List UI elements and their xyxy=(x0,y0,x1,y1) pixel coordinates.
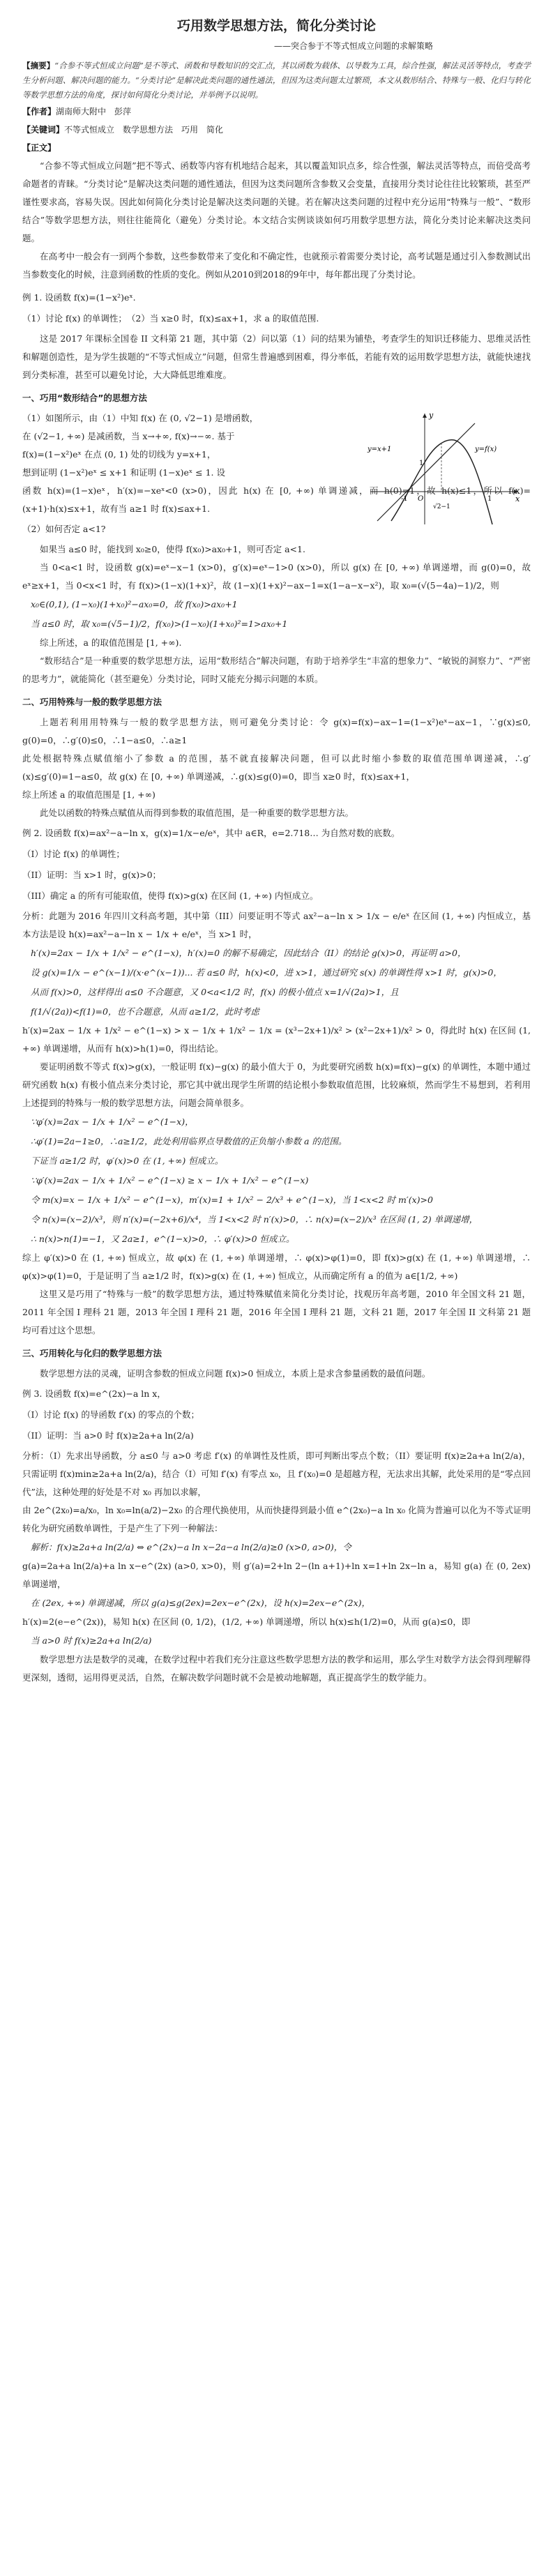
s2-s7: ∴ n(x)>n(1)=−1，又 2a≥1，e^(1−x)>0，∴ φ′(x)>0 恒成立。 xyxy=(31,1234,295,1244)
s1-question-2: （2）如何否定 a<1? xyxy=(22,524,106,534)
s2-s2: ∴φ′(1)=2a−1≥0，∴a≥1/2，此处利用临界点导数值的正负缩小参数 a 的范围。 xyxy=(31,1136,347,1146)
s1-line-3: f(x)=(1−x²)eˣ 在点 (0, 1) 处的切线为 y=x+1， xyxy=(22,449,216,460)
label-tangent: y=x+1 xyxy=(368,446,392,453)
body-label-line xyxy=(22,139,531,157)
example-2-q2: （II）证明：当 x>1 时，g(x)>0； xyxy=(22,870,162,880)
example-3-stem: 例 3. 设函数 f(x)=e^(2x)−a ln x， xyxy=(22,1388,166,1399)
s3-f2: 解析：f(x)≥2a+a ln(2/a) ⇔ e^(2x)−a ln x−2a−a ln(2/a)≥0 (x>0, a>0)，令 xyxy=(31,1542,351,1552)
s2-p3: 综上所述 a 的取值范围是 [1, +∞) xyxy=(22,789,156,800)
s2-p1: 上题若利用用特殊与一般的数学思想方法，则可避免分类讨论：令 g(x)=f(x)−ax−1=(1−x²)eˣ−ax−1，∵g(x)≤0, g(0)=0，∴g′(0)≤0，∴1−a≤0，∴a≥1 xyxy=(22,717,531,745)
s2-p4: 此处以函数的特殊点赋值从而得到参数的取值范围，是一种重要的数学思想方法。 xyxy=(40,808,354,818)
s1-formula-8: x₀∈(0,1), (1−x₀)(1+x₀)²−ax₀=0，故 f(x₀)>ax₀+1 xyxy=(31,599,238,609)
section-2-heading: 二、巧用特殊与一般的数学思想方法 xyxy=(22,697,162,707)
example-1-note: 这是 2017 年课标全国卷 II 文科第 21 题，其中第（2）问以第（1）问的结果为铺垫，考查学生的知识迁移能力、思维灵活性和解题创造性，是为学生拔题的“不等式恒成立”问题，但常生普遍感到困难，得分率低，若能有效的运用数学思想方法，就能快速找到分类标准，甚至可以避免讨论，大大降低思维难度。 xyxy=(22,333,531,380)
s3-f6: 当 a>0 时 f(x)≥2a+a ln(2/a) xyxy=(31,1635,152,1646)
section-1-heading: 一、巧用“数形结合”的思想方法 xyxy=(22,393,147,403)
author-line xyxy=(22,103,531,121)
section-2 xyxy=(22,692,531,1340)
section-1 xyxy=(22,388,531,688)
s1-line-6: 如果当 a≤0 时，能找到 x₀≥0，使得 f(x₀)>ax₀+1，则可否定 a<1. xyxy=(40,544,305,554)
author-label: 【作者】 xyxy=(22,107,56,116)
s2-f2: 设 g(x)=1/x − e^(x−1)/(x·e^(x−1))... 若 a≤0 时，h(x)<0，进 x>1，通过研究 s(x) 的单调性得 x>1 时，g(x)>0， xyxy=(31,967,502,978)
label-curve: y=f(x) xyxy=(475,446,497,453)
tick-y1: 1 xyxy=(419,460,424,467)
s2-s6: 令 n(x)=(x−2)/x³，则 n′(x)=(−2x+6)/x⁴，当 1<x<2 时 n′(x)>0，∴ n(x)=(x−2)/x³ 在区间 (1, 2) 单调递增， xyxy=(31,1214,478,1225)
label-y: y xyxy=(429,411,434,420)
s3-f4: 在 (2ex, +∞) 单调递减，所以 g(a)≤g(2ex)=2ex−e^(2x)，设 h(x)=2ex−e^(2x)， xyxy=(31,1598,371,1608)
intro-paragraph-2: 在高考中一般会有一到两个参数，这些参数带来了变化和不确定性，也就预示着需要分类讨论，高考试题是通过引入参数测试出当参数变化的时候，注意到函数的性质的变化。例如从2010到2018的9年中，每年都出现了分类讨论。 xyxy=(22,251,531,280)
s2-analysis: 分析：此题为 2016 年四川文科高考题，其中第（III）问要证明不等式 ax²−a−ln x > 1/x − e/eˣ 在区间 (1, +∞) 内恒成立，基本方法是设 h(x)=ax²−a−ln x − 1/x + e/eˣ，当 x>1 时， xyxy=(22,911,531,939)
tick-neg1: -1 xyxy=(401,495,408,503)
s1-line-2: 在 (√2−1, +∞) 是减函数，当 x→+∞, f(x)→−∞. 基于 xyxy=(22,431,235,441)
s3-f1: 由 2e^(2x₀)=a/x₀，ln x₀=ln(a/2)−2x₀ 的合理代换使用，从而快捷得到最小值 e^(2x₀)−a ln x₀ 化简为普遍可以化为不等式证明转化为研究函数单调性，于是产生了下列一种解法： xyxy=(22,1505,531,1533)
s2-f5: h′(x)=2ax − 1/x + 1/x² − e^(1−x) > x − 1/x + 1/x² − 1/x = (x³−2x+1)/x² > (x²−2x+1)/x² > 0，得此时 h(x) 在区间 (1, +∞) 单调递增，从而有 h(x)>h(1)=0，得出结论。 xyxy=(22,1025,531,1054)
s2-f4: f(1/√(2a))<f(1)=0，也不合题意，从而 a≥1/2，此时考虑 xyxy=(31,1006,259,1017)
label-x: x xyxy=(515,494,520,503)
abstract-label: 【摘要】 xyxy=(22,61,55,70)
s2-f1: h′(x)=2ax − 1/x + 1/x² − e^(1−x)，h′(x)=0 的解不易确定，因此结合（II）的结论 g(x)>0，再证明 a>0， xyxy=(31,948,467,958)
keywords-label: 【关键词】 xyxy=(22,125,65,135)
example-3-q1: （I）讨论 f(x) 的导函数 f′(x) 的零点的个数； xyxy=(22,1409,200,1420)
s1-line-10: 综上所述，a 的取值范围是 [1, +∞). xyxy=(40,637,182,648)
example-1 xyxy=(22,288,531,384)
s2-p2: 此处根据特殊点赋值缩小了参数 a 的范围，基不就直接解决问题，但可以此时缩小参数的取值范围单调递减，∴g′(x)≤g′(0)=1−a≤0，故 g(x) 在 [0, +∞) 单调递减，∴g(x)≤g(0)=0，即当 x≥0 时，f(x)≤ax+1， xyxy=(22,753,531,782)
example-2-q1: （I）讨论 f(x) 的单调性； xyxy=(22,849,125,859)
s2-s4: ∵φ′(x)=2ax − 1/x + 1/x² − e^(1−x) ≥ x − 1/x + 1/x² − e^(1−x) xyxy=(31,1175,309,1185)
s3-f3: g(a)=2a+a ln(2/a)+a ln x−e^(2x) (a>0, x>0)，则 g′(a)=2+ln 2−(ln a+1)+ln x=1+ln 2x−ln a，易知 g(a) 在 (0, 2ex) 单调递增， xyxy=(22,1561,531,1589)
s3-p2: 数学思想方法是数学的灵魂，在数学过程中若我们充分注意这些数学思想方法的教学和运用，那么学生对数学方法会得到理解得更深刻，透彻，运用得更灵活，自然，在解决数学问题时就不会是被动地解题，真正提高学生的数学能力。 xyxy=(22,1654,531,1683)
example-1-questions: （1）讨论 f(x) 的单调性； （2）当 x≥0 时，f(x)≤ax+1，求 a 的取值范围. xyxy=(22,313,319,324)
s2-s3: 下证当 a≥1/2 时，φ′(x)>0 在 (1, +∞) 恒成立。 xyxy=(31,1156,224,1166)
s1-line-11: “数形结合”是一种重要的数学思想方法，运用“数形结合”解决问题，有助于培养学生“丰富的想象力”、“敏锐的洞察力”、“严密的思考力”，就能简化（甚至避免）分类讨论，同时又能充分揭示问题的本质。 xyxy=(22,656,531,684)
abstract-text: “合参不等式恒成立问题”是不等式、函数和导数知识的交汇点，其以函数为载体、以导数为工具，综合性强，解法灵活等特点，考查学生分析问题、解决问题的能力。“分类讨论”是解决此类问题的通性通法，但因为这类问题太过繁琐，本文从数形结合、特殊与一般、化归与转化等数学思想方法的角度，探讨如何简化分类讨论，并举例予以说明。 xyxy=(22,61,531,100)
function-graph xyxy=(363,409,524,528)
tick-sqrt: √2−1 xyxy=(433,503,450,510)
s2-s5: 令 m(x)=x − 1/x + 1/x² − e^(1−x)，m′(x)=1 + 1/x² − 2/x³ + e^(1−x)，当 1<x<2 时 m′(x)>0 xyxy=(31,1195,433,1205)
keywords-text: 不等式恒成立 数学思想方法 巧用 简化 xyxy=(64,125,224,135)
example-1-stem: 例 1. 设函数 f(x)=(1−x²)eˣ. xyxy=(22,292,136,303)
section-3-heading: 三、巧用转化与化归的数学思想方法 xyxy=(22,1348,162,1358)
s2-p5: 要证明函数不等式 f(x)>g(x)，一般证明 f(x)−g(x) 的最小值大于 0，为此要研究函数 h(x)=f(x)−g(x) 的单调性，本题中通过研究函数 h(x) 有极小值点来分类讨论，那它其中就出现学生所谓的结论根小参数取值范围，比较麻烦，然而学生不易想到，若利用上述提到的特殊与一般的数学思想方法，问题会简单很多。 xyxy=(22,1061,531,1108)
page-title: 巧用数学思想方法，简化分类讨论 xyxy=(176,18,376,33)
s1-line-4: 想到证明 (1−x²)eˣ ≤ x+1 和证明 (1−x)eˣ ≤ 1. 设 xyxy=(22,467,225,478)
keywords-line xyxy=(22,121,531,139)
s3-analysis: 分析：（I）先求出导函数，分 a≤0 与 a>0 考虑 f′(x) 的单调性及性质，即可判断出零点个数；（II）要证明 f(x)≥2a+a ln(2/a)，只需证明 f(x)min≥2a+a ln(2/a)，结合（I）可知 f′(x) 有零点 x₀，且 f′(x₀)=0 是超越方程，无法求出其解，此处采用的是“零点回代”法，这种处理的好处是不对 x₀ 再加以求解， xyxy=(22,1450,531,1497)
example-3-q2: （II）证明：当 a>0 时 f(x)≥2a+a ln(2/a) xyxy=(22,1430,194,1441)
s1-line-1: （1）如图所示，由（1）中知 f(x) 在 (0, √2−1) 是增函数， xyxy=(22,413,259,423)
example-2-stem: 例 2. 设函数 f(x)=ax²−a−ln x，g(x)=1/x−e/eˣ，其中 a∈R，e=2.718… 为自然对数的底数。 xyxy=(22,828,400,838)
s3-p1: 数学思想方法的灵魂，证明含参数的恒成立问题 f(x)>0 恒成立，本质上是求含参量函数的最值问题。 xyxy=(40,1368,431,1379)
s1-formula-9: 当 a≤0 时，取 x₀=(√5−1)/2，f(x₀)>(1−x₀)(1+x₀)²=1>ax₀+1 xyxy=(31,619,288,629)
s1-line-5: 函数 h(x)=(1−x)eˣ，h′(x)=−xeˣ<0 (x>0)，因此 h(x) 在 [0, +∞) 单调递减，而 h(0)=1，故 h(x)≤1，所以 f(x)=(x+1)·h(x)≤x+1，故有当 a≥1 时 f(x)≤ax+1. xyxy=(22,485,531,514)
s3-f5: h′(x)=2(e−e^(2x))，易知 h(x) 在区间 (0, 1/2)，(1/2, +∞) 单调递增，所以 h(x)≤h(1/2)=0，从而 g(a)≤0，即 xyxy=(22,1616,471,1627)
s2-s8: 综上 φ′(x)>0 在 (1, +∞) 恒成立，故 φ(x) 在 (1, +∞) 单调递增，∴ φ(x)>φ(1)=0，即 f(x)>g(x) 在 (1, +∞) 单调递增，∴ φ(x)>φ(1)=0，于是证明了当 a≥1/2 时，f(x)>g(x) 在 (1, +∞) 恒成立，从而确定所有 a 的值为 a∈[1/2, +∞) xyxy=(22,1252,531,1281)
label-origin: O xyxy=(418,495,424,503)
tangent-line xyxy=(377,423,475,521)
s1-line-7: 当 0<a<1 时，设函数 g(x)=eˣ−x−1 (x>0)，g′(x)=eˣ−1>0 (x>0)，所以 g(x) 在 [0, +∞) 单调递增，而 g(0)=0，故 eˣ≥x+1，当 0<x<1 时，有 f(x)>(1−x)(1+x)²，故 (1−x)(1+x)²−ax−1=x(1−a−x−x²)，取 x₀=(√(5−4a)−1)/2，则 xyxy=(22,562,531,591)
example-2-q3: （III）确定 a 的所有可能取值，使得 f(x)>g(x) 在区间 (1, +∞) 内恒成立。 xyxy=(22,891,319,901)
abstract xyxy=(22,59,531,103)
s2-f3: 从而 f(x)>0，这样得出 a≤0 不合题意，又 0<a<1/2 时，f(x) 的极小值点 x=1/√(2a)>1，且 xyxy=(31,987,399,997)
section-3 xyxy=(22,1344,531,1687)
intro-paragraph-1: “合参不等式恒成立问题”把不等式、函数等内容有机地结合起来，其以覆盖知识点多，综合性强，解法灵活等特点，而倍受高考命题者的青睐。“分类讨论”是解决这类问题的通性通法，但因为这类问题所含参数又会变量，直接用分类讨论往往比较繁琐，甚至严谨性要求高，容易失误。因此如何简化分类讨论是解决这类问题的关键。若在解决这类问题的过程中充分运用“特殊与一般”、“数形结合”等数学思想方法，则往往能简化（避免）分类讨论。本文结合实例谈谈如何巧用数学思想方法，简化分类讨论来解决这类问题。 xyxy=(22,160,531,243)
s2-p6: 这里又是巧用了“特殊与一般”的数学思想方法，通过特殊赋值来简化分类讨论，找观历年高考题，2010 年全国文科 21 题，2011 年全国 I 理科 21 题，2013 年全国 I 理科 21 题，2016 年全国 I 理科 21 题，文科 21 题，2017 年全国 II 文科第 21 题均可看过这个思想。 xyxy=(22,1289,531,1335)
page-subtitle: ——突合参于不等式恒成立问题的求解策略 xyxy=(273,41,433,51)
s2-s1: ∵φ′(x)=2ax − 1/x + 1/x² − e^(1−x)， xyxy=(31,1116,194,1127)
body-label: 【正文】 xyxy=(22,143,56,153)
tick-1: 1 xyxy=(487,495,492,503)
author-text: 湖南师大附中 彭萍 xyxy=(56,107,132,116)
